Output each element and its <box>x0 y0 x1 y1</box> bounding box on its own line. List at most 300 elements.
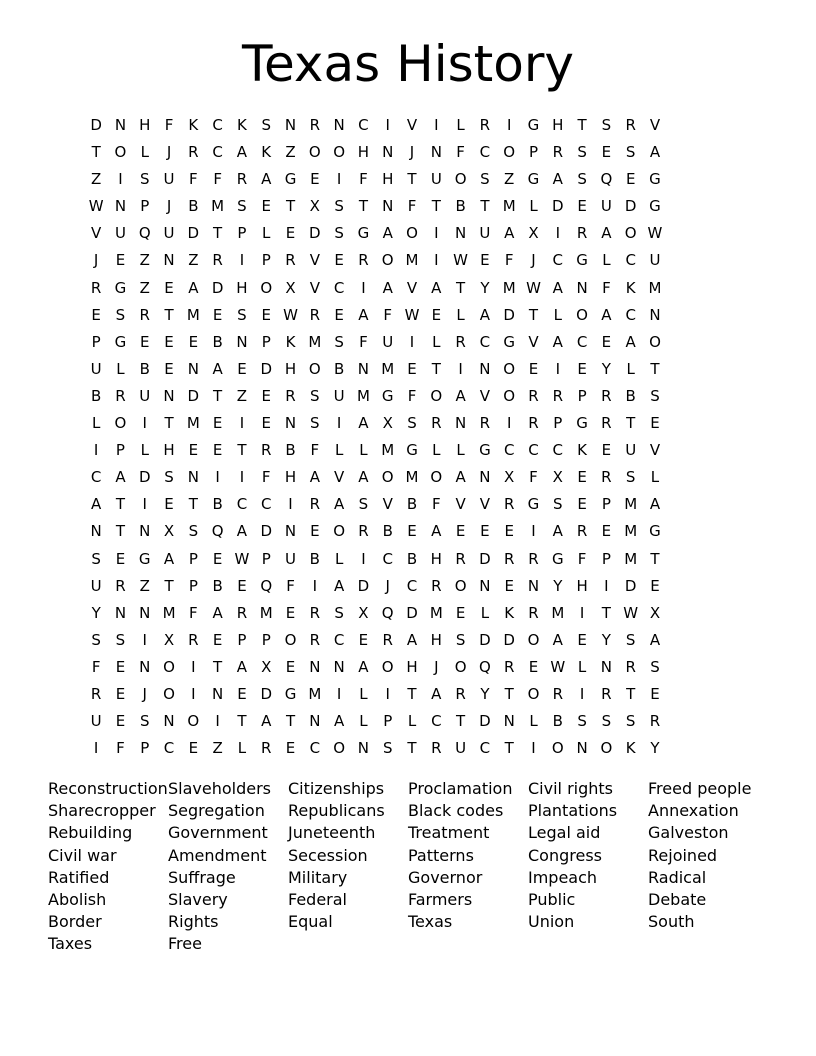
grid-letter: Z <box>504 170 515 189</box>
word-item: Proclamation <box>408 779 513 798</box>
grid-letter: L <box>456 305 465 324</box>
grid-row <box>84 222 732 249</box>
grid-letter: B <box>406 549 418 568</box>
grid-letter: Y <box>601 359 611 378</box>
grid-letter: R <box>115 576 126 595</box>
grid-letter: C <box>358 116 369 134</box>
grid-letter: T <box>237 712 247 731</box>
grid-letter: U <box>90 359 102 378</box>
grid-letter: G <box>649 197 661 216</box>
word-item: Segregation <box>168 801 265 821</box>
grid-letter: I <box>531 739 536 758</box>
grid-letter: U <box>625 441 637 460</box>
grid-letter: R <box>601 414 612 433</box>
grid-letter: G <box>649 522 661 541</box>
grid-letter: E <box>455 522 466 541</box>
grid-letter: B <box>212 576 223 595</box>
grid-letter: W <box>647 224 663 243</box>
grid-letter: H <box>576 576 588 595</box>
grid-letter: X <box>358 603 369 622</box>
grid-letter: I <box>506 414 512 433</box>
grid-letter: R <box>261 441 272 460</box>
grid-letter: F <box>529 468 538 487</box>
grid-letter: O <box>430 468 443 487</box>
grid-letter: N <box>284 522 297 541</box>
grid-letter: I <box>555 224 560 243</box>
grid-letter: O <box>284 630 297 649</box>
grid-letter: C <box>333 630 345 649</box>
grid-letter: Y <box>553 576 563 595</box>
grid-letter: C <box>212 143 223 162</box>
grid-letter: B <box>333 359 345 378</box>
word-item: Amendment <box>168 845 267 865</box>
grid-letter: H <box>236 278 248 297</box>
grid-letter: M <box>186 414 200 433</box>
grid-letter: R <box>115 386 126 405</box>
grid-letter: E <box>237 684 247 703</box>
grid-letter: A <box>188 278 199 297</box>
grid-letter: Y <box>91 603 101 622</box>
grid-letter: N <box>114 197 127 216</box>
grid-letter: N <box>187 359 199 378</box>
grid-letter: L <box>456 441 465 460</box>
grid-letter: T <box>431 359 441 378</box>
grid-letter: E <box>212 414 223 433</box>
grid-letter: A <box>431 684 442 703</box>
word-item: Slavery <box>168 890 228 910</box>
grid-letter: E <box>455 603 466 622</box>
grid-letter: I <box>142 630 147 649</box>
grid-letter: G <box>138 549 151 568</box>
grid-letter: N <box>114 116 127 134</box>
grid-letter: B <box>406 495 418 514</box>
grid-letter: T <box>407 684 417 703</box>
grid-letter: E <box>115 712 126 731</box>
grid-letter: E <box>504 522 514 541</box>
grid-letter: P <box>140 197 150 216</box>
grid-letter: R <box>285 386 296 405</box>
grid-letter: A <box>91 495 102 514</box>
grid-letter: G <box>527 116 540 134</box>
grid-letter: E <box>188 332 199 351</box>
grid-letter: T <box>456 712 466 731</box>
grid-letter: Z <box>285 143 296 162</box>
grid-letter: L <box>432 332 441 351</box>
word-column <box>168 778 288 956</box>
grid-letter: D <box>260 522 272 541</box>
grid-letter: S <box>115 305 126 324</box>
grid-letter: X <box>309 197 320 216</box>
grid-letter: O <box>454 576 467 595</box>
grid-letter: O <box>503 359 516 378</box>
grid-row <box>84 575 732 602</box>
grid-letter: D <box>187 224 200 243</box>
word-item: Civil war <box>48 845 117 865</box>
grid-letter: T <box>504 739 514 758</box>
word-item: Taxes <box>48 934 93 954</box>
grid-letter: R <box>358 251 369 270</box>
grid-letter: L <box>480 603 490 622</box>
grid-letter: F <box>407 386 417 405</box>
grid-letter: T <box>407 170 417 189</box>
grid-letter: V <box>649 441 661 460</box>
grid-letter: N <box>382 197 394 216</box>
word-item: Government <box>168 823 268 843</box>
grid-letter: W <box>283 305 298 324</box>
grid-letter: R <box>625 657 636 676</box>
grid-letter: L <box>91 414 101 433</box>
grid-letter: I <box>458 359 463 378</box>
grid-letter: D <box>624 576 637 595</box>
grid-letter: R <box>431 414 442 433</box>
grid-letter: L <box>237 739 247 758</box>
grid-letter: O <box>503 386 516 405</box>
grid-letter: A <box>309 468 320 487</box>
grid-letter: V <box>309 251 320 270</box>
grid-letter: A <box>358 657 369 676</box>
grid-letter: G <box>284 684 297 703</box>
word-column <box>648 778 768 956</box>
grid-letter: A <box>236 143 248 162</box>
grid-letter: C <box>406 576 418 595</box>
grid-letter: P <box>115 441 125 460</box>
grid-letter: I <box>579 603 585 622</box>
grid-letter: O <box>527 630 540 649</box>
grid-letter: T <box>650 549 660 568</box>
grid-letter: X <box>285 278 296 297</box>
grid-letter: I <box>579 684 585 703</box>
grid-letter: S <box>237 197 247 216</box>
grid-letter: S <box>334 224 344 243</box>
grid-letter: E <box>601 332 612 351</box>
grid-letter: Y <box>480 684 490 703</box>
grid-letter: R <box>552 386 563 405</box>
word-item: Radical <box>648 867 707 887</box>
grid-letter: X <box>261 657 272 676</box>
grid-letter: O <box>260 278 273 297</box>
grid-letter: F <box>189 170 198 189</box>
grid-letter: P <box>261 332 271 351</box>
grid-letter: U <box>90 712 102 731</box>
word-item: Debate <box>648 890 707 910</box>
word-item: Annexation <box>648 801 739 821</box>
grid-letter: X <box>649 603 661 622</box>
grid-letter: E <box>310 522 320 541</box>
word-item: Patterns <box>408 845 474 865</box>
grid-letter: H <box>284 359 297 378</box>
grid-letter: I <box>142 495 147 514</box>
grid-letter: E <box>528 657 539 676</box>
grid-letter: F <box>383 305 393 324</box>
grid-letter: H <box>139 116 151 134</box>
word-item: Republicans <box>288 801 385 821</box>
grid-letter: I <box>239 468 245 487</box>
grid-letter: T <box>358 197 368 216</box>
word-item: Rebuilding <box>48 823 133 843</box>
grid-letter: H <box>430 549 442 568</box>
grid-letter: R <box>528 603 539 622</box>
grid-letter: N <box>333 116 345 134</box>
grid-letter: N <box>90 522 102 541</box>
grid-letter: F <box>164 116 174 134</box>
grid-letter: R <box>625 116 636 134</box>
grid-letter: C <box>260 495 272 514</box>
grid-letter: P <box>140 739 150 758</box>
grid-letter: N <box>479 468 491 487</box>
grid-letter: E <box>164 359 174 378</box>
grid-letter: P <box>237 630 247 649</box>
grid-letter: W <box>88 197 104 216</box>
grid-letter: W <box>234 549 250 568</box>
grid-letter: R <box>455 332 466 351</box>
grid-letter: D <box>552 197 564 216</box>
grid-letter: E <box>212 305 223 324</box>
grid-letter: R <box>455 549 466 568</box>
word-item: Freed people <box>648 779 752 798</box>
grid-letter: G <box>527 495 540 514</box>
grid-letter: I <box>409 332 415 351</box>
grid-row <box>84 493 732 520</box>
grid-letter: I <box>361 278 366 297</box>
grid-letter: C <box>382 549 393 568</box>
grid-letter: E <box>310 170 320 189</box>
grid-letter: F <box>359 170 368 189</box>
grid-letter: B <box>212 495 223 514</box>
grid-letter: B <box>382 522 393 541</box>
grid-letter: D <box>406 603 418 622</box>
grid-letter: A <box>649 143 661 162</box>
grid-letter: R <box>285 251 296 270</box>
grid-letter: I <box>434 224 439 243</box>
grid-letter: R <box>552 684 563 703</box>
grid-letter: M <box>211 197 225 216</box>
grid-letter: L <box>456 116 465 134</box>
grid-letter: Y <box>601 630 611 649</box>
grid-letter: X <box>504 468 515 487</box>
grid-letter: T <box>188 495 198 514</box>
word-item: Equal <box>288 912 333 932</box>
grid-letter: W <box>550 657 566 676</box>
grid-letter: E <box>212 441 223 460</box>
grid-letter: S <box>625 143 636 162</box>
grid-letter: N <box>479 576 491 595</box>
grid-letter: E <box>188 441 199 460</box>
grid-letter: E <box>188 739 199 758</box>
grid-letter: T <box>626 684 636 703</box>
grid-letter: E <box>164 332 174 351</box>
grid-letter: D <box>357 576 370 595</box>
grid-letter: S <box>407 414 417 433</box>
grid-letter: F <box>116 739 125 758</box>
grid-letter: T <box>626 414 636 433</box>
grid-letter: R <box>309 630 321 649</box>
word-item: Border <box>48 912 102 932</box>
grid-letter: G <box>551 549 564 568</box>
grid-letter: F <box>504 251 514 270</box>
grid-letter: T <box>528 305 539 324</box>
grid-row <box>84 737 732 764</box>
grid-letter: S <box>601 712 612 731</box>
grid-letter: L <box>359 712 368 731</box>
word-column <box>408 778 528 956</box>
grid-letter: P <box>188 576 198 595</box>
grid-letter: M <box>405 251 419 270</box>
grid-letter: V <box>91 224 102 243</box>
grid-letter: O <box>503 143 516 162</box>
grid-letter: L <box>334 441 344 460</box>
grid-letter: E <box>285 603 296 622</box>
letter-grid <box>84 114 732 764</box>
grid-letter: A <box>455 468 466 487</box>
grid-letter: E <box>261 197 271 216</box>
grid-letter: N <box>309 712 321 731</box>
grid-letter: P <box>261 630 271 649</box>
grid-letter: A <box>333 576 345 595</box>
word-item: South <box>648 912 695 932</box>
grid-letter: N <box>139 603 151 622</box>
word-item: Abolish <box>48 890 107 910</box>
grid-letter: A <box>382 224 393 243</box>
grid-letter: S <box>577 712 587 731</box>
grid-row <box>84 277 732 304</box>
grid-letter: G <box>357 224 370 243</box>
word-item: Galveston <box>648 823 729 843</box>
grid-letter: O <box>576 305 588 324</box>
grid-letter: S <box>310 414 320 433</box>
grid-letter: A <box>649 495 661 514</box>
grid-letter: F <box>577 549 587 568</box>
grid-letter: R <box>503 657 515 676</box>
grid-row <box>84 466 732 493</box>
grid-letter: E <box>261 414 271 433</box>
grid-letter: C <box>552 441 564 460</box>
word-item: Governor <box>408 867 483 887</box>
grid-letter: S <box>139 712 150 731</box>
grid-letter: R <box>528 549 539 568</box>
grid-letter: U <box>600 197 612 216</box>
grid-letter: A <box>333 495 345 514</box>
grid-letter: C <box>503 441 515 460</box>
grid-letter: T <box>577 116 587 134</box>
word-item: Rights <box>168 912 219 932</box>
grid-letter: V <box>479 386 491 405</box>
grid-letter: I <box>385 684 390 703</box>
grid-letter: T <box>237 441 247 460</box>
grid-letter: A <box>504 224 515 243</box>
grid-row <box>84 629 732 656</box>
grid-letter: U <box>455 739 467 758</box>
grid-letter: E <box>625 170 636 189</box>
grid-letter: O <box>308 359 321 378</box>
grid-letter: L <box>359 684 368 703</box>
grid-letter: N <box>236 332 248 351</box>
grid-letter: L <box>432 441 441 460</box>
grid-row <box>84 168 732 195</box>
grid-letter: P <box>383 712 393 731</box>
grid-letter: B <box>188 197 199 216</box>
grid-letter: K <box>625 278 636 297</box>
grid-letter: G <box>114 278 127 297</box>
grid-letter: S <box>625 468 636 487</box>
page-title: Texas History <box>242 35 574 93</box>
grid-letter: J <box>166 143 172 162</box>
grid-letter: Q <box>600 170 613 189</box>
grid-letter: N <box>600 657 612 676</box>
grid-letter: E <box>334 251 344 270</box>
grid-letter: P <box>601 549 611 568</box>
grid-letter: F <box>359 332 368 351</box>
grid-letter: M <box>502 278 516 297</box>
grid-letter: R <box>431 576 442 595</box>
grid-letter: N <box>114 603 127 622</box>
grid-letter: R <box>309 116 321 134</box>
grid-letter: R <box>188 630 199 649</box>
grid-letter: V <box>406 278 418 297</box>
grid-letter: M <box>624 549 638 568</box>
grid-letter: S <box>577 170 587 189</box>
grid-letter: P <box>601 495 611 514</box>
grid-letter: N <box>527 576 540 595</box>
grid-letter: S <box>91 630 101 649</box>
grid-letter: S <box>601 116 612 134</box>
grid-letter: L <box>529 197 538 216</box>
grid-letter: X <box>528 224 539 243</box>
grid-letter: R <box>576 224 588 243</box>
grid-letter: T <box>480 197 490 216</box>
grid-letter: W <box>453 251 469 270</box>
grid-letter: I <box>336 684 342 703</box>
grid-letter: M <box>429 603 443 622</box>
grid-letter: C <box>528 441 539 460</box>
grid-letter: R <box>309 495 321 514</box>
grid-letter: E <box>601 143 612 162</box>
grid-letter: I <box>336 414 342 433</box>
grid-letter: A <box>455 386 466 405</box>
grid-letter: K <box>237 116 247 134</box>
grid-letter: D <box>309 224 321 243</box>
grid-letter: O <box>381 657 394 676</box>
grid-letter: H <box>163 441 175 460</box>
grid-letter: D <box>479 630 491 649</box>
grid-row <box>84 412 732 439</box>
grid-letter: A <box>479 305 491 324</box>
grid-letter: E <box>115 549 126 568</box>
grid-letter: A <box>358 414 369 433</box>
grid-letter: D <box>624 197 637 216</box>
grid-letter: U <box>90 576 102 595</box>
word-item: Secession <box>288 845 368 865</box>
grid-letter: A <box>236 522 248 541</box>
grid-letter: I <box>361 549 366 568</box>
grid-letter: R <box>309 603 321 622</box>
grid-letter: G <box>284 170 297 189</box>
grid-letter: T <box>164 576 174 595</box>
grid-letter: O <box>527 684 540 703</box>
grid-letter: A <box>601 305 612 324</box>
grid-letter: O <box>454 170 467 189</box>
grid-letter: V <box>333 468 345 487</box>
grid-letter: C <box>309 739 321 758</box>
grid-letter: H <box>406 657 418 676</box>
grid-letter: N <box>454 224 467 243</box>
grid-letter: Y <box>650 739 660 758</box>
grid-letter: S <box>334 332 344 351</box>
grid-letter: I <box>93 739 99 758</box>
grid-letter: A <box>552 170 563 189</box>
grid-letter: M <box>381 359 395 378</box>
grid-letter: R <box>139 305 150 324</box>
grid-letter: R <box>236 170 248 189</box>
